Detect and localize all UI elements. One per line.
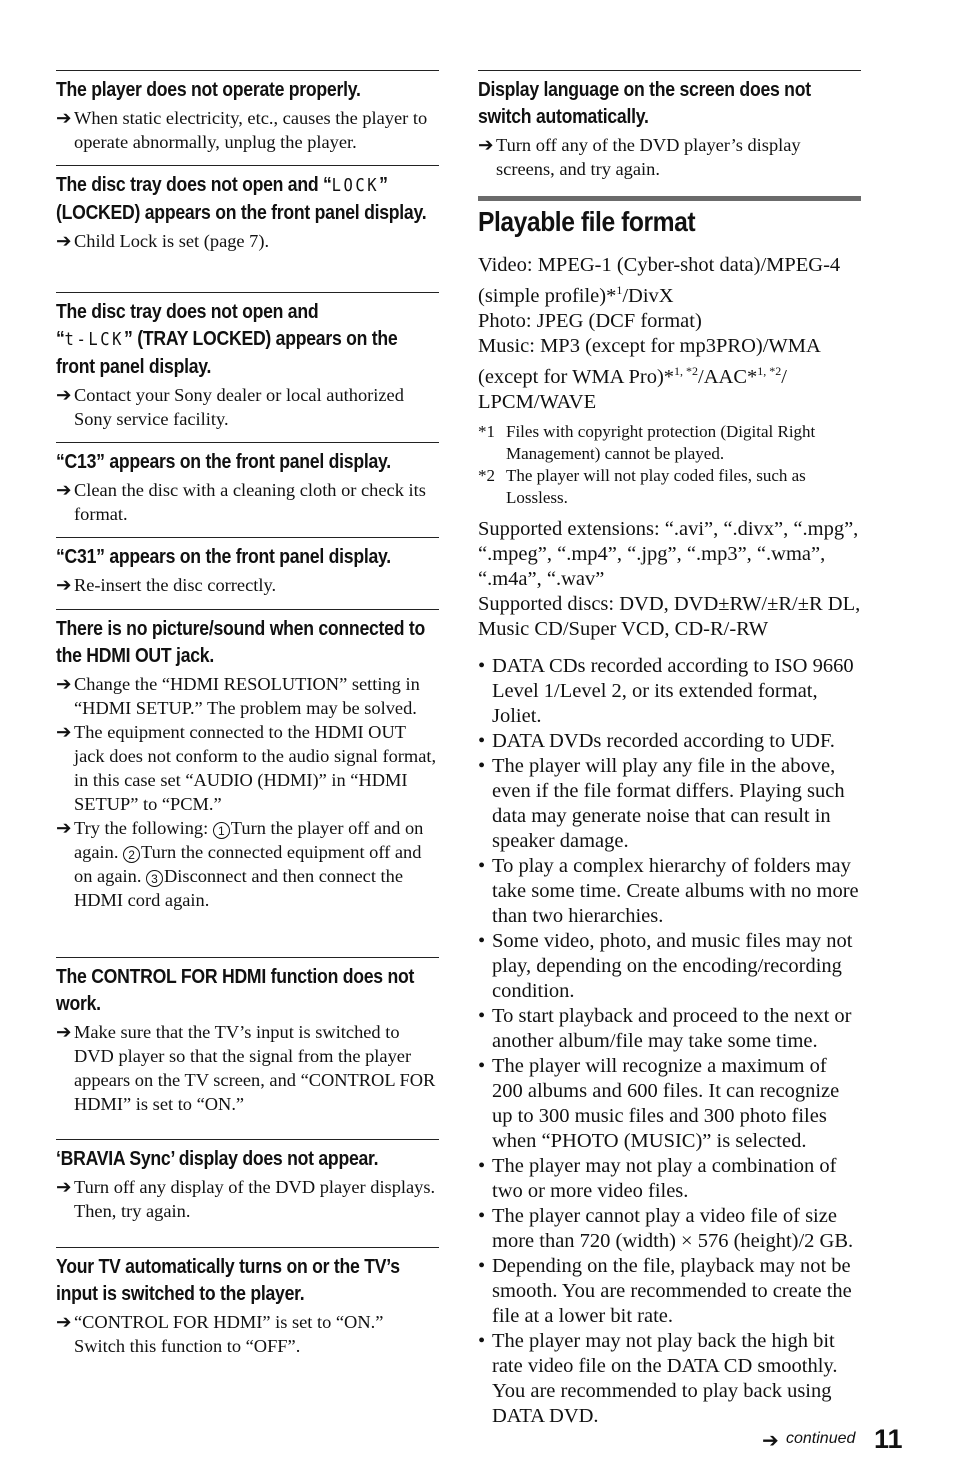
list-item: • To play a complex hierarchy of folders may take some time. Create albums with no more than two hierarchies.	[478, 854, 859, 927]
section-c13	[56, 442, 439, 526]
list-item: • The player will recognize a maximum of 200 albums and 600 files. It can recognize up to 300 music files and 300 photo files when “PHOTO (MUSIC)” is selected.	[478, 1054, 840, 1152]
arrow-icon: ➔	[56, 1177, 72, 1197]
arrow-icon: ➔	[56, 674, 72, 694]
section-tv-auto-on	[56, 1247, 439, 1358]
list-item: • Some video, photo, and music files may not play, depending on the encoding/recording condition.	[478, 929, 853, 1002]
section-heading: Display language on the screen does not switch automatically.	[478, 78, 811, 128]
arrow-icon: ➔	[56, 818, 72, 838]
music-formats: Music: MP3 (except for mp3PRO)/WMA (except for WMA Pro)*$^{1, *2}$/AAC*$^{1, *2}$/ LPCM/WAVE	[478, 334, 820, 413]
solution-item: ➔ Contact your Sony dealer or local authorized Sony service facility.	[56, 385, 404, 429]
arrow-icon: ➔	[56, 1312, 72, 1332]
page-number: 11	[874, 1424, 903, 1454]
section-heading: The player does not operate properly.	[56, 78, 361, 101]
section-heading: “C13” appears on the front panel display.	[56, 450, 391, 473]
solution-item: ➔ When static electricity, etc., causes the player to operate abnormally, unplug the player.	[56, 108, 428, 152]
solution-item: ➔ Clean the disc with a cleaning cloth or check its format.	[56, 480, 426, 524]
list-item: • DATA CDs recorded according to ISO 9660 Level 1/Level 2, or its extended format, Joliet.	[478, 654, 854, 727]
section-heading: ‘BRAVIA Sync’ display does not appear.	[56, 1147, 379, 1170]
bullet-icon: •	[478, 1204, 486, 1227]
notes-list	[478, 654, 861, 1429]
footnote-1: *1 Files with copyright protection (Digital Right Management) cannot be played.	[478, 421, 816, 463]
section-locked	[56, 165, 439, 253]
section-tray-locked	[56, 292, 439, 431]
section-heading: The CONTROL FOR HDMI function does not work.	[56, 965, 415, 1015]
section-heading: Your TV automatically turns on or the TV’s input is switched to the player.	[56, 1255, 400, 1305]
section-c31	[56, 537, 439, 597]
lcd-tray-locked-display: t-LCK	[64, 329, 125, 350]
bullet-icon: •	[478, 1329, 486, 1352]
section-bravia-sync	[56, 1139, 439, 1223]
list-item: • Depending on the file, playback may not be smooth. You are recommended to create the file at a lower bit rate.	[478, 1254, 852, 1327]
solution-item: ➔ Turn off any display of the DVD player displays. Then, try again.	[56, 1177, 436, 1221]
arrow-icon: ➔	[56, 385, 72, 405]
arrow-icon: ➔	[478, 135, 494, 155]
section-heading: There is no picture/sound when connected to the HDMI OUT jack.	[56, 617, 425, 667]
arrow-icon: ➔	[56, 575, 72, 595]
page-section-title: Playable file format	[478, 206, 696, 237]
list-item: • DATA DVDs recorded according to UDF.	[478, 729, 835, 752]
arrow-icon: ➔	[56, 722, 72, 742]
footnotes	[478, 421, 861, 509]
bullet-icon: •	[478, 729, 486, 752]
section-control-hdmi	[56, 957, 439, 1116]
section-playable-file-format	[478, 196, 861, 1429]
solution-item: ➔ The equipment connected to the HDMI OUT jack does not conform to the audio signal format, in this case set “AUDIO (HDMI)” in “HDMI SETUP” to “PCM.”	[56, 722, 437, 814]
section-not-operate	[56, 70, 439, 154]
step-2-icon: 2	[123, 846, 140, 863]
supported-extensions: Supported extensions: “.avi”, “.divx”, “.mpg”, “.mpeg”, “.mp4”, “.jpg”, “.mp3”, “.wma”, “.m4a”, “.wav”	[478, 517, 859, 590]
supported-discs: Supported discs: DVD, DVD±RW/±R/±R DL, Music CD/Super VCD, CD-R/-RW	[478, 592, 861, 640]
arrow-icon: ➔	[56, 480, 72, 500]
list-item: • To start playback and proceed to the next or another album/file may take some time.	[478, 1004, 852, 1052]
section-heading: The disc tray does not open and “LOCK” (LOCKED) appears on the front panel display.	[56, 173, 427, 224]
section-heading: “C31” appears on the front panel display.	[56, 545, 391, 568]
format-list	[478, 253, 861, 415]
page-footer	[762, 1425, 902, 1459]
bullet-icon: •	[478, 1154, 486, 1177]
bullet-icon: •	[478, 1254, 486, 1277]
section-heading: The disc tray does not open and “t-LCK” (TRAY LOCKED) appears on the front panel display.	[56, 300, 398, 378]
solution-item: ➔ Change the “HDMI RESOLUTION” setting in “HDMI SETUP.” The problem may be solved.	[56, 674, 420, 718]
step-3-icon: 3	[146, 870, 163, 887]
solution-item: ➔ Child Lock is set (page 7).	[56, 231, 270, 251]
bullet-icon: •	[478, 854, 486, 877]
continued-label: continued	[786, 1430, 856, 1447]
video-formats: Video: MPEG-1 (Cyber-shot data)/MPEG-4 (simple profile)*$^1$/DivX	[478, 254, 841, 307]
bullet-icon: •	[478, 1054, 486, 1077]
footnote-2: *2 The player will not play coded files, such as Lossless.	[478, 465, 806, 507]
step-1-icon: 1	[213, 822, 230, 839]
bullet-icon: •	[478, 654, 486, 677]
list-item: • The player may not play a combination of two or more video files.	[478, 1154, 837, 1202]
lcd-locked-display: LOCK	[331, 175, 380, 196]
solution-item: ➔ Try the following: 1 Turn the player off and on again. 2 Turn the connected equipment off and on again. 3 Disconnect and then connect the HDMI cord again.	[56, 818, 424, 910]
bullet-icon: •	[478, 754, 486, 777]
bullet-icon: •	[478, 1004, 486, 1027]
section-hdmi-picture	[56, 609, 439, 912]
photo-formats: Photo: JPEG (DCF format)	[478, 309, 702, 332]
solution-item: ➔ Turn off any of the DVD player’s display screens, and try again.	[478, 135, 801, 179]
list-item: • The player may not play back the high bit rate video file on the DATA CD smoothly. You are recommended to play back using DATA DVD.	[478, 1329, 838, 1427]
arrow-icon: ➔	[56, 231, 72, 251]
list-item: • The player will play any file in the above, even if the file format differs. Playing such data may generate noise that can result in speaker damage.	[478, 754, 845, 852]
bullet-icon: •	[478, 929, 486, 952]
solution-item: ➔ “CONTROL FOR HDMI” is set to “ON.” Switch this function to “OFF”.	[56, 1312, 384, 1356]
arrow-icon: ➔	[56, 108, 72, 128]
section-display-language	[478, 70, 861, 181]
list-item: • The player cannot play a video file of size more than 720 (width) × 576 (height)/2 GB.	[478, 1204, 854, 1252]
continued-arrow-icon: ➔	[762, 1428, 779, 1452]
arrow-icon: ➔	[56, 1022, 72, 1042]
solution-item: ➔ Re-insert the disc correctly.	[56, 575, 277, 595]
solution-item: ➔ Make sure that the TV’s input is switched to DVD player so that the signal from the player appears on the TV screen, and “CONTROL FOR HDMI” is set to “ON.”	[56, 1022, 436, 1114]
